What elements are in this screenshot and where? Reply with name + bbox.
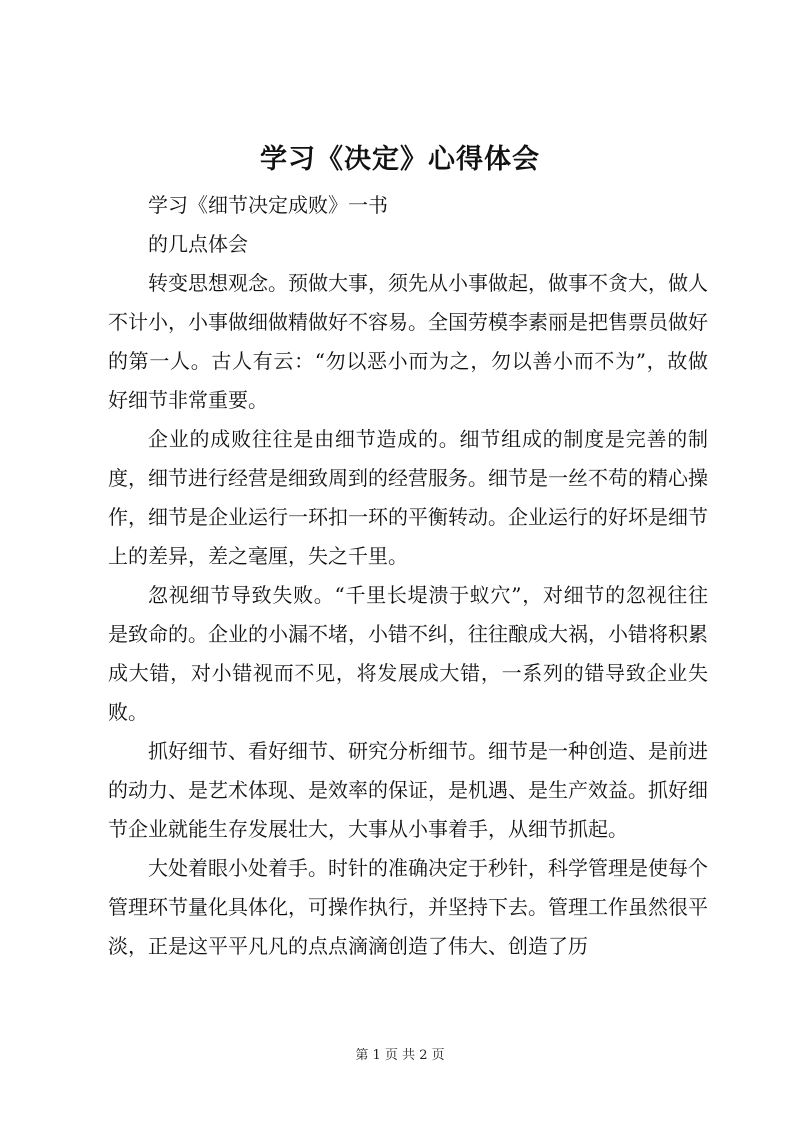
paragraph-3: 忽视细节导致失败。“千里长堤溃于蚁穴”，对细节的忽视往往是致命的。企业的小漏不堵，小错不纠，往往酿成大祸，小错将积累成大错，对小错视而不见，将发展成大错，一系列的错导致企业失败。 (108, 583, 708, 724)
paragraph-1: 转变思想观念。预做大事，须先从小事做起，做事不贪大，做人不计小，小事做细做精做好不容易。全国劳模李素丽是把售票员做好的第一人。古人有云：“勿以恶小而为之，勿以善小而不为”，故做好细节非常重要。 (108, 271, 708, 412)
page-number: 第 1 页 共 2 页 (355, 1048, 445, 1063)
paragraph-2: 企业的成败往往是由细节造成的。细节组成的制度是完善的制度，细节进行经营是细致周到的经营服务。细节是一丝不苟的精心操作，细节是企业运行一环扣一环的平衡转动。企业运行的好坏是细节上的差异，差之毫厘，失之千里。 (108, 427, 708, 568)
page-title: 学习《决定》心得体会 (260, 144, 540, 175)
paragraph-subtitle-line-2: 的几点体会 (148, 232, 248, 256)
paragraph-5: 大处着眼小处着手。时针的准确决定于秒针，科学管理是使每个管理环节量化具体化，可操作执行，并坚持下去。管理工作虽然很平淡，正是这平平凡凡的点点滴滴创造了伟大、创造了历 (108, 856, 708, 958)
paragraph-subtitle-line-1: 学习《细节决定成败》一书 (148, 193, 388, 217)
paragraph-4: 抓好细节、看好细节、研究分析细节。细节是一种创造、是前进的动力、是艺术体现、是效率的保证，是机遇、是生产效益。抓好细节企业就能生存发展壮大，大事从小事着手，从细节抓起。 (108, 739, 708, 841)
document-body (108, 186, 708, 966)
